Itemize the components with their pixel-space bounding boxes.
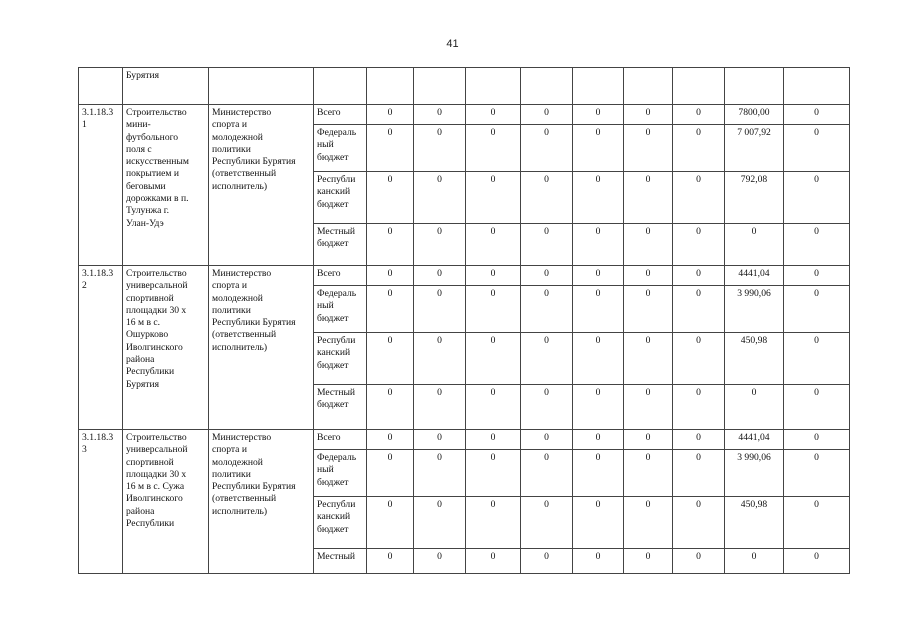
funding-source-cell: Республи канский бюджет xyxy=(314,497,367,549)
amount-cell: 450,98 xyxy=(725,333,784,385)
amount-cell: 0 xyxy=(624,224,673,266)
funding-source-cell: Федераль ный бюджет xyxy=(314,125,367,172)
amount-cell: 0 xyxy=(673,172,725,224)
amount-cell: 0 xyxy=(573,266,624,286)
executor-cell: Министерство спорта и молодежной политики Республики Бурятия (ответственный исполнитель) xyxy=(209,430,314,574)
amount-cell: 0 xyxy=(673,430,725,450)
amount-cell: 0 xyxy=(521,286,573,333)
amount-cell: 0 xyxy=(414,450,466,497)
amount-cell: 0 xyxy=(521,450,573,497)
amount-cell: 0 xyxy=(624,549,673,574)
amount-cell: 0 xyxy=(521,105,573,125)
table-row xyxy=(79,430,850,450)
amount-cell: 0 xyxy=(673,450,725,497)
funding-source-cell: Всего xyxy=(314,105,367,125)
amount-cell: 0 xyxy=(466,333,521,385)
amount-cell: 0 xyxy=(573,125,624,172)
amount-cell: 0 xyxy=(624,333,673,385)
top-code-cell xyxy=(79,68,123,105)
funding-source-cell: Всего xyxy=(314,430,367,450)
amount-cell: 0 xyxy=(466,125,521,172)
amount-cell: 0 xyxy=(624,105,673,125)
amount-cell: 0 xyxy=(521,172,573,224)
amount-cell: 0 xyxy=(573,549,624,574)
amount-cell: 0 xyxy=(466,385,521,430)
amount-cell: 0 xyxy=(673,333,725,385)
amount-cell: 0 xyxy=(725,224,784,266)
amount-cell: 0 xyxy=(624,385,673,430)
top-empty-cell xyxy=(784,68,850,105)
amount-cell: 0 xyxy=(673,497,725,549)
top-empty-cell xyxy=(367,68,414,105)
amount-cell: 0 xyxy=(784,497,850,549)
amount-cell: 7 007,92 xyxy=(725,125,784,172)
top-source-cell xyxy=(314,68,367,105)
amount-cell: 0 xyxy=(573,224,624,266)
amount-cell: 0 xyxy=(673,385,725,430)
amount-cell: 0 xyxy=(367,105,414,125)
amount-cell: 3 990,06 xyxy=(725,450,784,497)
amount-cell: 0 xyxy=(673,549,725,574)
amount-cell: 0 xyxy=(573,105,624,125)
top-empty-cell xyxy=(414,68,466,105)
budget-table xyxy=(78,67,850,574)
table-row xyxy=(79,266,850,286)
amount-cell: 0 xyxy=(466,266,521,286)
amount-cell: 0 xyxy=(521,549,573,574)
amount-cell: 0 xyxy=(521,125,573,172)
amount-cell: 0 xyxy=(784,385,850,430)
amount-cell: 3 990,06 xyxy=(725,286,784,333)
amount-cell: 0 xyxy=(367,450,414,497)
amount-cell: 0 xyxy=(573,450,624,497)
amount-cell: 0 xyxy=(367,172,414,224)
amount-cell: 0 xyxy=(414,430,466,450)
amount-cell: 0 xyxy=(466,430,521,450)
top-executor-cell xyxy=(209,68,314,105)
amount-cell: 0 xyxy=(414,125,466,172)
amount-cell: 0 xyxy=(414,497,466,549)
amount-cell: 0 xyxy=(466,105,521,125)
amount-cell: 0 xyxy=(784,125,850,172)
amount-cell: 0 xyxy=(414,549,466,574)
measure-code-cell: 3.1.18.3 1 xyxy=(79,105,123,266)
amount-cell: 0 xyxy=(466,172,521,224)
table-row xyxy=(79,105,850,125)
funding-source-cell: Федераль ный бюджет xyxy=(314,450,367,497)
top-empty-cell xyxy=(466,68,521,105)
amount-cell: 0 xyxy=(466,549,521,574)
amount-cell: 0 xyxy=(624,430,673,450)
amount-cell: 0 xyxy=(414,333,466,385)
amount-cell: 0 xyxy=(784,172,850,224)
amount-cell: 0 xyxy=(624,450,673,497)
amount-cell: 7800,00 xyxy=(725,105,784,125)
amount-cell: 0 xyxy=(414,224,466,266)
amount-cell: 0 xyxy=(784,266,850,286)
amount-cell: 0 xyxy=(573,286,624,333)
amount-cell: 0 xyxy=(367,224,414,266)
top-empty-cell xyxy=(624,68,673,105)
amount-cell: 0 xyxy=(784,286,850,333)
amount-cell: 0 xyxy=(414,266,466,286)
amount-cell: 0 xyxy=(573,172,624,224)
measure-code-cell: 3.1.18.3 3 xyxy=(79,430,123,574)
amount-cell: 0 xyxy=(367,266,414,286)
amount-cell: 0 xyxy=(367,125,414,172)
top-empty-cell xyxy=(573,68,624,105)
top-name-cell: Бурятия xyxy=(123,68,209,105)
amount-cell: 0 xyxy=(573,385,624,430)
amount-cell: 0 xyxy=(624,497,673,549)
amount-cell: 0 xyxy=(784,450,850,497)
amount-cell: 0 xyxy=(521,333,573,385)
amount-cell: 0 xyxy=(367,549,414,574)
amount-cell: 0 xyxy=(624,286,673,333)
amount-cell: 0 xyxy=(725,385,784,430)
page-number: 41 xyxy=(446,38,459,50)
amount-cell: 0 xyxy=(367,385,414,430)
funding-source-cell: Местный бюджет xyxy=(314,385,367,430)
amount-cell: 0 xyxy=(573,497,624,549)
amount-cell: 0 xyxy=(367,333,414,385)
amount-cell: 0 xyxy=(521,430,573,450)
amount-cell: 0 xyxy=(624,125,673,172)
amount-cell: 0 xyxy=(521,385,573,430)
amount-cell: 0 xyxy=(784,224,850,266)
amount-cell: 0 xyxy=(784,333,850,385)
funding-source-cell: Местный бюджет xyxy=(314,224,367,266)
amount-cell: 0 xyxy=(521,224,573,266)
amount-cell: 0 xyxy=(725,549,784,574)
top-empty-cell xyxy=(725,68,784,105)
amount-cell: 0 xyxy=(414,385,466,430)
funding-source-cell: Федераль ный бюджет xyxy=(314,286,367,333)
funding-source-cell: Всего xyxy=(314,266,367,286)
amount-cell: 792,08 xyxy=(725,172,784,224)
amount-cell: 0 xyxy=(624,266,673,286)
amount-cell: 0 xyxy=(673,224,725,266)
amount-cell: 0 xyxy=(466,224,521,266)
top-continuation-row xyxy=(79,68,850,105)
measure-code-cell: 3.1.18.3 2 xyxy=(79,266,123,430)
amount-cell: 0 xyxy=(573,333,624,385)
amount-cell: 0 xyxy=(673,125,725,172)
amount-cell: 0 xyxy=(414,172,466,224)
amount-cell: 0 xyxy=(521,497,573,549)
amount-cell: 0 xyxy=(414,105,466,125)
funding-source-cell: Республи канский бюджет xyxy=(314,172,367,224)
amount-cell: 0 xyxy=(784,549,850,574)
top-empty-cell xyxy=(673,68,725,105)
measure-name-cell: Строительство универсальной спортивной площадки 30 х 16 м в с. Сужа Иволгинского района Республики xyxy=(123,430,209,574)
amount-cell: 0 xyxy=(673,266,725,286)
amount-cell: 0 xyxy=(367,430,414,450)
executor-cell: Министерство спорта и молодежной политики Республики Бурятия (ответственный исполнитель) xyxy=(209,105,314,266)
measure-name-cell: Строительство универсальной спортивной площадки 30 х 16 м в с. Ошурково Иволгинского района Республики Бурятия xyxy=(123,266,209,430)
amount-cell: 0 xyxy=(673,286,725,333)
amount-cell: 0 xyxy=(466,497,521,549)
amount-cell: 0 xyxy=(624,172,673,224)
measure-name-cell: Строительство мини- футбольного поля с искусственным покрытием и беговыми дорожками в п. Тулунжа г. Улан-Удэ xyxy=(123,105,209,266)
amount-cell: 0 xyxy=(784,430,850,450)
funding-source-cell: Местный xyxy=(314,549,367,574)
amount-cell: 0 xyxy=(521,266,573,286)
amount-cell: 4441,04 xyxy=(725,266,784,286)
amount-cell: 450,98 xyxy=(725,497,784,549)
executor-cell: Министерство спорта и молодежной политики Республики Бурятия (ответственный исполнитель) xyxy=(209,266,314,430)
amount-cell: 0 xyxy=(367,286,414,333)
amount-cell: 0 xyxy=(466,286,521,333)
amount-cell: 0 xyxy=(414,286,466,333)
amount-cell: 0 xyxy=(367,497,414,549)
top-empty-cell xyxy=(521,68,573,105)
amount-cell: 0 xyxy=(466,450,521,497)
amount-cell: 0 xyxy=(673,105,725,125)
amount-cell: 0 xyxy=(784,105,850,125)
amount-cell: 4441,04 xyxy=(725,430,784,450)
funding-source-cell: Республи канский бюджет xyxy=(314,333,367,385)
amount-cell: 0 xyxy=(573,430,624,450)
